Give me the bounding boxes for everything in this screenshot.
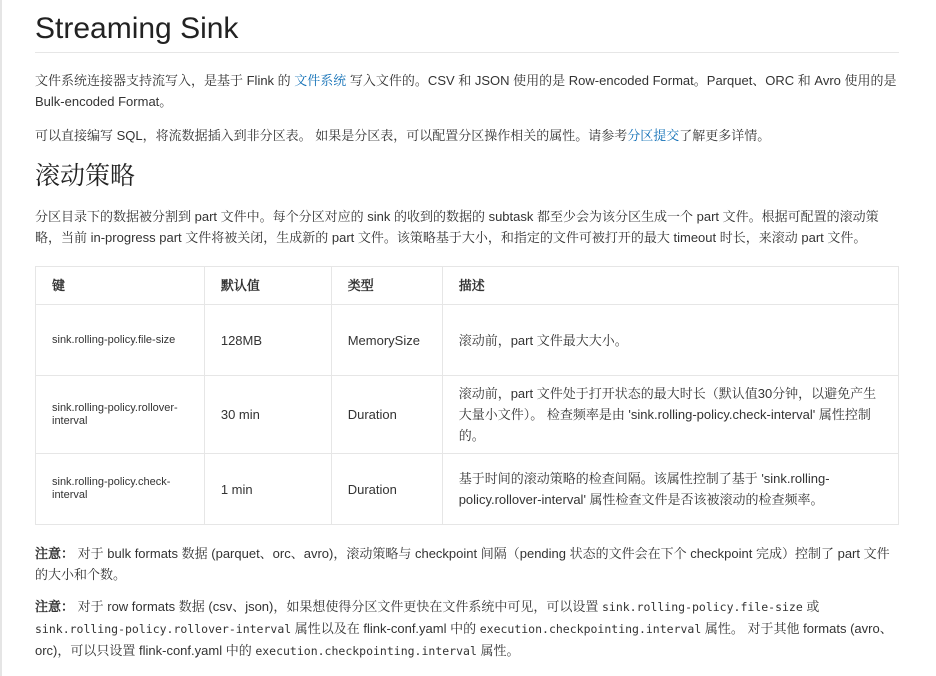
note-bulk-formats	[35, 543, 899, 585]
note-text: 对于 bulk formats 数据 (parquet、orc、avro)，滚动策略与 checkpoint 间隔（pending 状态的文件会在下个 checkpoint 完成）控制了 part 文件的大小和个数。	[35, 546, 890, 582]
cell-type: MemorySize	[331, 305, 442, 376]
table-header-row	[36, 267, 899, 305]
section-heading: 滚动策略	[35, 162, 136, 190]
intro-text: 了解更多详情。	[679, 128, 771, 143]
code-file-size: sink.rolling-policy.file-size	[601, 600, 803, 614]
cell-default: 1 min	[204, 454, 331, 525]
cell-description: 滚动前，part 文件处于打开状态的最大时长（默认值30分钟，以避免产生大量小文件）。 检查频率是由 'sink.rolling-policy.check-interval' 属性控制的。	[442, 376, 898, 454]
cell-key: sink.rolling-policy.rollover-interval	[36, 376, 205, 454]
section-description: 分区目录下的数据被分割到 part 文件中。每个分区对应的 sink 的收到的数据的 subtask 都至少会为该分区生成一个 part 文件。根据可配置的滚动策略，当前 in-progress part 文件将被关闭，生成新的 part 文件。该策略基于大小，和指定的文件可被打开的最大 timeout 时长，来滚动 part 文件。	[35, 209, 879, 245]
header-default: 默认值	[204, 267, 331, 305]
header-description: 描述	[442, 267, 898, 305]
cell-description: 基于时间的滚动策略的检查间隔。该属性控制了基于 'sink.rolling-policy.rollover-interval' 属性检查文件是否该被滚动的检查频率。	[442, 454, 898, 525]
left-border	[0, 0, 2, 676]
code-rollover-interval: sink.rolling-policy.rollover-interval	[35, 622, 292, 636]
doc-content	[35, 0, 899, 662]
note-text: 属性。	[476, 643, 520, 658]
note-text: 属性以及在 flink-conf.yaml 中的	[291, 621, 480, 636]
intro-paragraph-2	[35, 125, 899, 146]
table-row	[36, 454, 899, 525]
cell-default: 30 min	[204, 376, 331, 454]
rolling-policy-table	[35, 266, 899, 525]
partition-commit-link[interactable]: 分区提交	[627, 128, 680, 143]
code-checkpointing-interval: execution.checkpointing.interval	[479, 622, 702, 636]
note-label: 注意：	[35, 546, 75, 561]
intro-paragraph-1	[35, 70, 899, 112]
code-checkpointing-interval: execution.checkpointing.interval	[255, 644, 477, 658]
intro-text: 可以直接编写 SQL，将流数据插入到非分区表。 如果是分区表，可以配置分区操作相关的属性。请参考	[35, 128, 628, 143]
intro-text: 写入文件的。CSV 和 JSON 使用的是 Row-encoded Format。Parquet、ORC 和 Avro 使用的是 Bulk-encoded Format。	[35, 73, 897, 109]
intro-text: 文件系统连接器支持流写入，是基于 Flink 的	[35, 73, 295, 88]
note-label: 注意：	[35, 599, 75, 614]
note-text: 对于 row formats 数据 (csv、json)，如果想使得分区文件更快在文件系统中可见，可以设置	[74, 599, 602, 614]
note-row-formats	[35, 596, 899, 662]
cell-type: Duration	[331, 454, 442, 525]
page-title: Streaming Sink	[35, 0, 899, 53]
cell-default: 128MB	[204, 305, 331, 376]
table-row	[36, 376, 899, 454]
cell-key: sink.rolling-policy.file-size	[36, 305, 205, 376]
header-key: 键	[36, 267, 205, 305]
note-text: 或	[802, 599, 820, 614]
cell-key: sink.rolling-policy.check-interval	[36, 454, 205, 525]
cell-type: Duration	[331, 376, 442, 454]
filesystem-link[interactable]: 文件系统	[294, 73, 347, 88]
cell-description: 滚动前，part 文件最大大小。	[442, 305, 898, 376]
header-type: 类型	[331, 267, 442, 305]
table-row	[36, 305, 899, 376]
note-text: 属性。 对于其他 formats (avro、orc)，可以只设置 flink-conf.yaml 中的	[35, 621, 893, 658]
